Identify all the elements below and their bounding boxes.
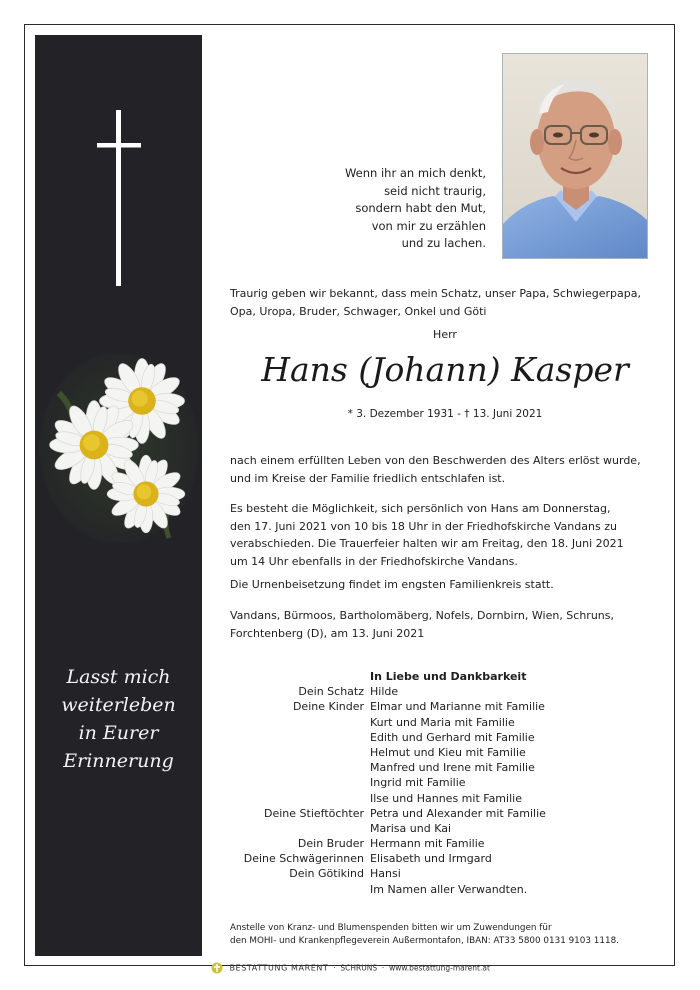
funeral-home-town: SCHRUNS xyxy=(340,963,378,973)
mourner-names: Hermann mit Familie xyxy=(370,837,485,851)
memorial-quote xyxy=(345,165,486,253)
donation-note xyxy=(230,922,670,947)
donation-note-line: Anstelle von Kranz- und Blumenspenden bitten wir um Zuwendungen für xyxy=(230,923,552,933)
mourner-row xyxy=(230,730,670,745)
mourner-row xyxy=(230,791,670,806)
mourner-relation xyxy=(230,745,364,760)
mourner-relation xyxy=(230,730,364,745)
mourner-row xyxy=(230,684,670,699)
mourner-names: Edith und Gerhard mit Familie xyxy=(370,730,535,744)
mourner-relation: Deine Schwägerinnen xyxy=(243,852,364,866)
portrait-photo xyxy=(502,53,648,259)
mourner-relation: Dein Bruder xyxy=(297,837,364,851)
portrait-illustration xyxy=(503,54,648,259)
quote-line: von mir zu erzählen xyxy=(371,218,486,233)
mourner-row xyxy=(230,882,670,897)
mourners-heading-row xyxy=(230,669,670,684)
mourner-row xyxy=(230,806,670,821)
mourner-relation xyxy=(230,715,364,730)
paragraph-urn-burial xyxy=(230,576,670,594)
mourner-names: Ingrid mit Familie xyxy=(370,776,466,790)
paragraph-line: Vandans, Bürmoos, Bartholomäberg, Nofels, Dornbirn, Wien, Schruns, xyxy=(230,609,615,622)
paragraph-line: um 14 Uhr ebenfalls in der Friedhofskirche Vandans. xyxy=(230,554,518,568)
paragraph-line: Die Urnenbeisetzung findet im engsten Familienkreis statt. xyxy=(230,578,554,591)
mourner-names: Ilse und Hannes mit Familie xyxy=(370,791,522,805)
salutation: Herr xyxy=(433,328,457,341)
mourner-names: Petra und Alexander mit Familie xyxy=(370,806,546,820)
funeral-home-logo-icon xyxy=(210,962,224,974)
paragraph-line: Forchtenberg (D), am 13. Juni 2021 xyxy=(230,626,425,640)
mourners-list xyxy=(230,669,670,897)
paragraph-line: nach einem erfüllten Leben von den Beschwerden des Alters erlöst wurde, xyxy=(230,454,641,467)
verse-line: Erinnerung xyxy=(63,750,174,772)
mourner-names: Elisabeth und Irmgard xyxy=(370,852,492,866)
mourner-row xyxy=(230,745,670,760)
mourner-relation xyxy=(230,775,364,790)
mourner-names: Im Namen aller Verwandten. xyxy=(370,882,528,896)
funeral-home-name: BESTATTUNG MARENT xyxy=(229,963,329,973)
mourner-row xyxy=(230,836,670,851)
mourner-relation xyxy=(230,791,364,806)
mourner-names: Marisa und Kai xyxy=(370,821,452,835)
mourner-relation: Deine Kinder xyxy=(292,700,364,714)
deceased-name: Hans (Johann) Kasper xyxy=(261,350,629,389)
mourner-relation: Dein Götikind xyxy=(289,867,364,881)
mourner-names: Manfred und Irene mit Familie xyxy=(370,761,535,775)
paragraph-line: den 17. Juni 2021 von 10 bis 18 Uhr in der Friedhofskirche Vandans zu xyxy=(230,519,617,533)
verse-line: weiterleben xyxy=(61,694,176,716)
funeral-home-brand: BESTATTUNG MARENT · SCHRUNS · www.bestattung-marent.at xyxy=(0,962,700,974)
mourner-relation: Dein Schatz xyxy=(298,685,364,699)
paragraph-line: und im Kreise der Familie friedlich entschlafen ist. xyxy=(230,471,506,485)
mourner-names: Hansi xyxy=(370,867,401,881)
mourners-heading: In Liebe und Dankbarkeit xyxy=(370,670,527,683)
daisy-flowers-image xyxy=(39,353,199,543)
announcement-text: Traurig geben wir bekannt, dass mein Schatz, unser Papa, Schwiegerpapa, Opa, Uropa, Bruder, Schwager, Onkel und Göti xyxy=(230,287,641,318)
life-dates: * 3. Dezember 1931 - † 13. Juni 2021 xyxy=(347,408,543,420)
paragraph-line: Es besteht die Möglichkeit, sich persönlich von Hans am Donnerstag, xyxy=(230,502,611,515)
mourner-relation xyxy=(230,760,364,775)
mourner-names: Kurt und Maria mit Familie xyxy=(370,715,515,729)
sidebar-panel xyxy=(35,35,202,956)
quote-line: sondern habt den Mut, xyxy=(355,201,486,215)
paragraph-peaceful-passing xyxy=(230,452,670,487)
mourner-row xyxy=(230,715,670,730)
verse-line: in Eurer xyxy=(78,722,159,744)
mourner-row xyxy=(230,775,670,790)
mourner-names: Helmut und Kieu mit Familie xyxy=(370,745,526,759)
mourner-relation: Deine Stieftöchter xyxy=(264,806,364,820)
mourner-row xyxy=(230,866,670,881)
paragraph-line: verabschieden. Die Trauerfeier halten wir am Freitag, den 18. Juni 2021 xyxy=(230,537,624,550)
mourner-names: Elmar und Marianne mit Familie xyxy=(370,700,545,714)
mourner-relation xyxy=(230,882,364,897)
sidebar-verse xyxy=(35,663,202,775)
mourner-row xyxy=(230,851,670,866)
mourner-names: Hilde xyxy=(370,685,399,699)
quote-line: seid nicht traurig, xyxy=(384,183,486,198)
donation-note-line: den MOHI- und Krankenpflegeverein Außermontafon, IBAN: AT33 5800 0131 9103 1118. xyxy=(230,935,619,946)
verse-line: Lasst mich xyxy=(66,666,171,688)
mourner-row xyxy=(230,760,670,775)
mourner-row xyxy=(230,821,670,836)
mourner-row xyxy=(230,699,670,714)
quote-line: und zu lachen. xyxy=(401,236,486,250)
mourner-relation xyxy=(230,821,364,836)
quote-line: Wenn ihr an mich denkt, xyxy=(344,166,486,180)
paragraph-farewell xyxy=(230,500,670,570)
paragraph-places-date xyxy=(230,607,670,642)
cross-icon xyxy=(97,110,141,286)
funeral-home-url[interactable]: www.bestattung-marent.at xyxy=(389,963,490,973)
